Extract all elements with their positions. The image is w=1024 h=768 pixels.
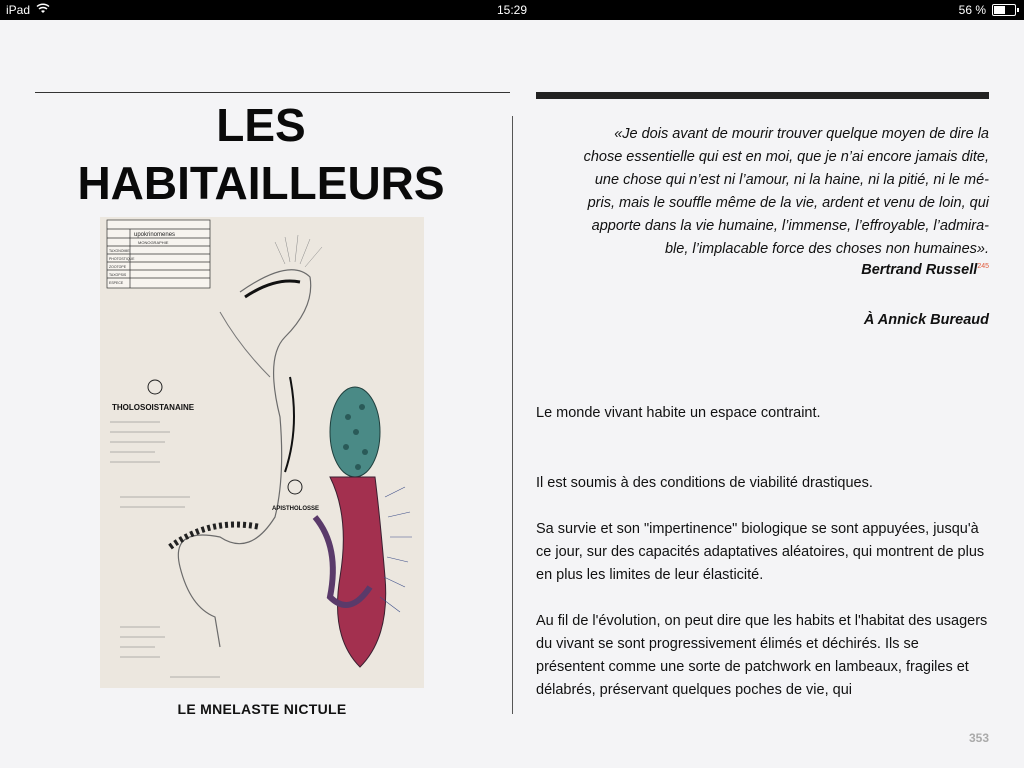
quote-line: ble, l’implacable force des choses non humaines».: [664, 241, 989, 257]
quote-line: chose essentielle qui est en moi, que je n’ai encore jamais dite,: [583, 149, 989, 165]
body-paragraph: Le monde vivant habite un espace contraint.: [536, 405, 821, 421]
specimen-form: [107, 220, 210, 288]
svg-text:THOLOSOISTANAINE: THOLOSOISTANAINE: [112, 403, 195, 412]
quote-line: une chose qui n’est ni l’amour, ni la haine, ni la pitié, ni le mé-: [594, 172, 989, 188]
footnote-link[interactable]: 245: [977, 263, 989, 271]
title-line-2: HABITAILLEURS: [77, 157, 445, 209]
device-name: iPad: [6, 3, 31, 17]
left-top-rule: [35, 92, 510, 93]
illustration-caption: LE MNELASTE NICTULE: [177, 701, 347, 717]
svg-text:APISTHOLOSSE: APISTHOLOSSE: [272, 506, 320, 512]
svg-text:ESPECE: ESPECE: [109, 281, 124, 285]
right-top-rule: [536, 92, 989, 99]
page-title: [35, 96, 487, 212]
svg-text:ZOOTOPE: ZOOTOPE: [109, 265, 127, 269]
svg-text:MONOGRAPHIE: MONOGRAPHIE: [138, 240, 169, 245]
quote-line: pris, mais le souffle même de la vie, ardent et venu de loin, qui: [587, 195, 989, 211]
author-name: Bertrand Russell: [861, 262, 978, 278]
quote-author: [536, 262, 989, 278]
body-paragraph: Au fil de l'évolution, on peut dire que les habits et l'habitat des usagers du vivant se sont progressivement élimés et déchirés. Ils se présentent comme une sorte de patchwork en lambeaux, fragiles et délabrés, préservant quelques poches de vie, qui: [536, 613, 988, 698]
battery-level-fill: [994, 6, 1005, 14]
creature-illustration[interactable]: [100, 217, 424, 688]
form-label: upokrinomenes: [134, 232, 176, 238]
battery-percent: 56 %: [958, 3, 986, 17]
body-paragraph: Il est soumis à des conditions de viabilité drastiques.: [536, 475, 873, 491]
body-paragraph: Sa survie et son "impertinence" biologique se sont appuyées, jusqu'à ce jour, sur des capacités adaptatives aléatoires, qui montrent de plus en plus les limites de leur élasticité.: [536, 521, 985, 583]
svg-text:PHOTOSTIQUE: PHOTOSTIQUE: [109, 257, 135, 261]
page-number: 353: [968, 731, 989, 745]
title-line-1: LES: [216, 99, 306, 151]
svg-text:TAXOPSIS: TAXOPSIS: [109, 273, 127, 277]
book-page[interactable]: [0, 20, 1024, 768]
battery-icon: [992, 4, 1016, 16]
quote-line: «Je dois avant de mourir trouver quelque moyen de dire la: [614, 126, 989, 142]
status-time: 15:29: [496, 3, 528, 17]
status-bar: [0, 0, 1024, 20]
svg-text:TAXONOMIE: TAXONOMIE: [109, 249, 130, 253]
column-divider: [512, 116, 513, 714]
dedication: À Annick Bureaud: [863, 312, 989, 328]
epigraph-quote: [536, 123, 989, 261]
quote-line: apporte dans la vie humaine, l’immense, l’effroyable, l’admira-: [591, 218, 989, 234]
status-right: [959, 3, 1016, 17]
